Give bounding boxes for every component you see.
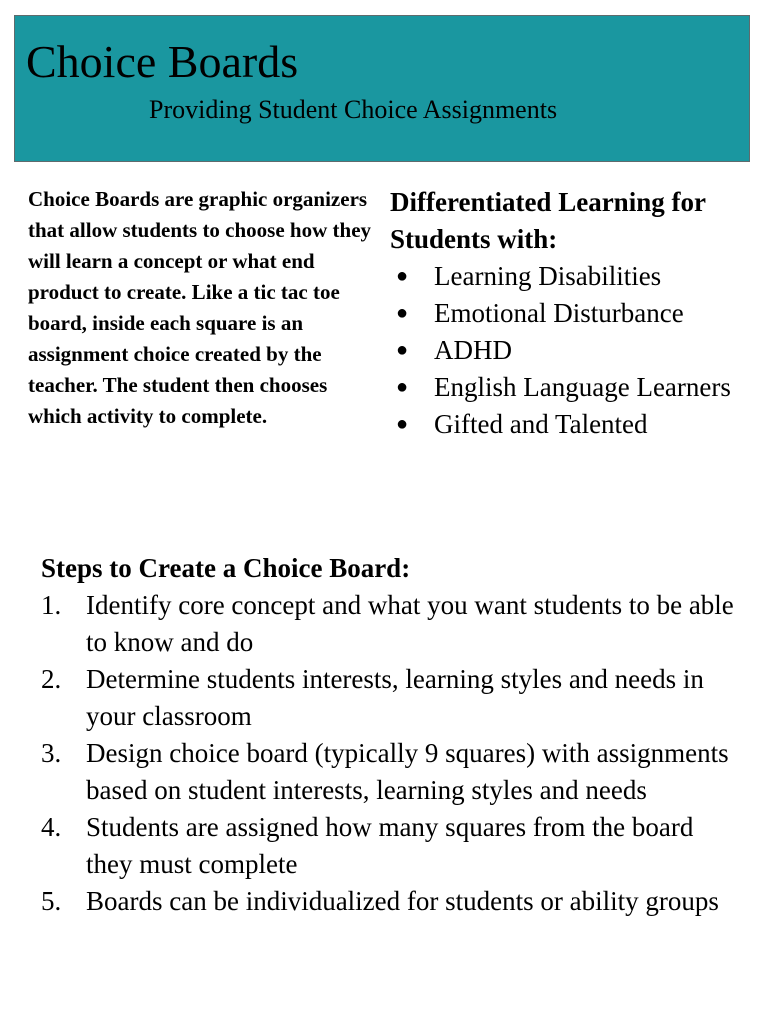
step-text: Boards can be individualized for students or ability groups [86, 886, 719, 916]
steps-heading: Steps to Create a Choice Board: [41, 553, 411, 583]
step-item [41, 661, 741, 735]
step-item [41, 883, 741, 920]
list-item [390, 258, 750, 295]
differentiated-heading: Differentiated Learning for Students with: [390, 187, 706, 254]
step-number: 2. [41, 664, 62, 694]
list-item [390, 406, 750, 443]
bullet-icon: ● [396, 413, 409, 435]
list-item [390, 332, 750, 369]
steps-section [41, 550, 741, 920]
step-text: Determine students interests, learning styles and needs in your classroom [86, 664, 704, 731]
step-number: 1. [41, 590, 62, 620]
differentiated-section [390, 184, 750, 443]
header-banner [14, 15, 750, 162]
step-number: 3. [41, 738, 62, 768]
intro-paragraph: Choice Boards are graphic organizers that allow students to choose how they will learn a concept or what end product to create. Like a tic tac toe board, inside each square is an assignment choice created by the teacher. The student then chooses which activity to complete. [28, 187, 372, 428]
bullet-icon: ● [396, 302, 409, 324]
step-text: Design choice board (typically 9 squares) with assignments based on student interests, learning styles and needs [86, 738, 729, 805]
step-number: 5. [41, 886, 62, 916]
list-item [390, 295, 750, 332]
page-title: Choice Boards [26, 36, 299, 87]
steps-list [41, 587, 741, 920]
step-text: Students are assigned how many squares from the board they must complete [86, 812, 694, 879]
list-item-text: Learning Disabilities [434, 261, 662, 291]
step-number: 4. [41, 812, 62, 842]
bullet-icon: ● [396, 339, 409, 361]
differentiated-list [390, 258, 750, 443]
bullet-icon: ● [396, 376, 409, 398]
list-item-text: English Language Learners [434, 372, 731, 402]
intro-section [28, 184, 378, 432]
list-item-text: Gifted and Talented [434, 409, 648, 439]
step-item [41, 809, 741, 883]
list-item-text: ADHD [434, 335, 512, 365]
step-item [41, 735, 741, 809]
list-item [390, 369, 750, 406]
bullet-icon: ● [396, 265, 409, 287]
page-subtitle: Providing Student Choice Assignments [149, 95, 558, 124]
step-text: Identify core concept and what you want students to be able to know and do [86, 590, 734, 657]
step-item [41, 587, 741, 661]
list-item-text: Emotional Disturbance [434, 298, 684, 328]
